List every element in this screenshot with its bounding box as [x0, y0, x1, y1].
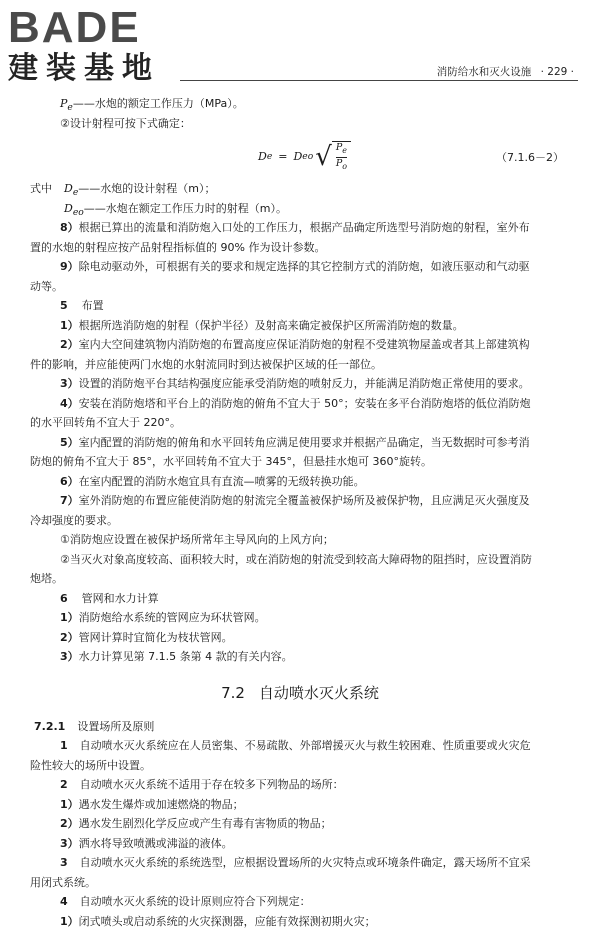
formula-rhs: D: [293, 147, 302, 167]
item-text: 根据已算出的流量和消防炮入口处的工作压力，根据产品确定所选型号消防炮的射程，室外布: [79, 221, 530, 234]
formula-equals: =: [278, 147, 287, 167]
item-marker: 9）: [60, 260, 79, 273]
item-5-1: [30, 316, 570, 336]
header-rule: [180, 80, 578, 81]
where-label: 式中: [30, 179, 64, 199]
symbol-subscript: e: [67, 102, 72, 113]
clause-7-2-1-2-1: [30, 795, 570, 815]
item-5-5: [30, 433, 570, 453]
definition-dp0: [30, 199, 570, 219]
item-text: 除电动驱动外，可根据有关的要求和规定选择的其它控制方式的消防炮，如液压驱动和气动驱: [79, 260, 530, 273]
denominator-sub: o: [342, 162, 347, 171]
clause-7-2-1-2-3: [30, 834, 570, 854]
formula-number: （7.1.6－2）: [496, 148, 564, 168]
item-9: [30, 257, 570, 277]
definition-p0: [30, 94, 570, 114]
item-text: 设置的消防炮平台其结构强度应能承受消防炮的喷射反力，并能满足消防炮正常使用的要求。: [79, 377, 530, 390]
item-5-6: [30, 472, 570, 492]
formula-7-1-6-2: [30, 135, 570, 175]
page-body: [30, 94, 570, 931]
item-marker: 3: [60, 856, 68, 869]
clause-7-2-1-4: [30, 892, 570, 912]
item-marker: 1: [60, 739, 68, 752]
section-heading: 自动喷水灭火系统: [259, 684, 379, 702]
item-marker: 6）: [60, 475, 79, 488]
item-text: 安装在消防炮塔和平台上的消防炮的俯角不宜大于 50°；安装在多平台消防炮塔的低位消防炮: [79, 397, 531, 410]
subsection-7-2-1: [30, 717, 570, 737]
formula-sqrt: [315, 141, 351, 173]
item-text: 在室内配置的消防水炮宜具有直流—喷雾的无级转换功能。: [79, 475, 365, 488]
running-head: [437, 64, 574, 79]
item-8: [30, 218, 570, 238]
item-8-cont: 置的水炮的射程应按产品射程指标值的 90% 作为设计参数。: [30, 238, 570, 258]
running-title: 消防给水和灭火设施: [437, 66, 532, 78]
fraction-numerator: [336, 142, 347, 158]
item-5-3: [30, 374, 570, 394]
formula-fraction: [332, 141, 351, 173]
item-marker: 4: [60, 895, 68, 908]
section-title-7-2: [30, 681, 570, 705]
item-5-2: [30, 335, 570, 355]
clause-1: ①消防炮应设置在被保护场所常年主导风向的上风方向；: [30, 530, 570, 550]
clause-7-2-1-3-cont: 用闭式系统。: [30, 873, 570, 893]
clause-7-2-1-1: [30, 736, 570, 756]
item-text: 室内配置的消防炮的俯角和水平回转角应满足使用要求并根据产品确定，当无数据时可参考消: [79, 436, 530, 449]
symbol-d: D: [64, 182, 73, 195]
item-marker: 2: [60, 778, 68, 791]
heading-number: 5: [60, 299, 68, 312]
item-6-3: [30, 647, 570, 667]
page-number: · 229 ·: [541, 66, 574, 78]
range-intro: ②设计射程可按下式确定：: [30, 114, 570, 134]
clause-7-2-1-1-cont: 险性较大的场所中设置。: [30, 756, 570, 776]
item-text: 消防炮给水系统的管网应为环状管网。: [79, 611, 266, 624]
subsection-number: 7.2.1: [34, 720, 65, 733]
item-text: 自动喷水灭火系统的设计原则应符合下列规定：: [80, 895, 311, 908]
item-text: 室内大空间建筑物内消防炮的布置高度应保证消防炮的射程不受建筑物屋盖或者其上部建筑构: [79, 338, 530, 351]
item-marker: 2）: [60, 817, 79, 830]
item-marker: 3）: [60, 650, 79, 663]
item-5-5-cont: 防炮的俯角不宜大于 85°，水平回转角不宜大于 345°，但悬挂水炮可 360°旋转。: [30, 452, 570, 472]
heading-text: 布置: [82, 299, 104, 312]
formula-lhs: D: [258, 147, 267, 167]
item-9-cont: 动等。: [30, 277, 570, 297]
heading-6: [30, 589, 570, 609]
symbol-d: D: [64, 202, 73, 215]
formula-lhs-sub: e: [267, 147, 272, 167]
item-marker: 3）: [60, 377, 79, 390]
definition-text: ——水炮的额定工作压力（MPa）。: [73, 97, 244, 110]
heading-number: 6: [60, 592, 68, 605]
item-text: 遇水发生剧烈化学反应或产生有毒有害物质的物品；: [79, 817, 332, 830]
item-text: 水力计算见第 7.1.5 条第 4 款的有关内容。: [79, 650, 293, 663]
section-number: 7.2: [221, 684, 245, 702]
item-5-4: [30, 394, 570, 414]
item-5-4-cont: 的水平回转角不宜大于 220°。: [30, 413, 570, 433]
symbol-subscript: eo: [73, 207, 84, 218]
item-marker: 1）: [60, 319, 79, 332]
symbol-p: P: [60, 97, 67, 110]
item-marker: 2）: [60, 631, 79, 644]
clause-7-2-1-2: [30, 775, 570, 795]
item-6-2: [30, 628, 570, 648]
clause-2: ②当灭火对象高度较高、面积较大时，或在消防炮的射流受到较高大障碍物的阻挡时，应设置消防: [30, 550, 570, 570]
numerator-sub: e: [342, 146, 347, 155]
item-5-7-cont: 冷却强度的要求。: [30, 511, 570, 531]
clause-2-cont: 炮塔。: [30, 569, 570, 589]
heading-text: 管网和水力计算: [82, 592, 159, 605]
item-text: 根据所选消防炮的射程（保护半径）及射高来确定被保护区所需消防炮的数量。: [79, 319, 464, 332]
item-marker: 5）: [60, 436, 79, 449]
item-text: 室外消防炮的布置应能使消防炮的射流完全覆盖被保护场所及被保护物，且应满足灭火强度及: [79, 494, 530, 507]
item-text: 自动喷水灭火系统的系统选型，应根据设置场所的火灾特点或环境条件确定，露天场所不宜采: [80, 856, 531, 869]
item-marker: 1）: [60, 611, 79, 624]
item-marker: 1）: [60, 798, 79, 811]
item-5-2-cont: 件的影响，并应能使两门水炮的水射流同时到达被保护区域的任一部位。: [30, 355, 570, 375]
item-marker: 8）: [60, 221, 79, 234]
formula-expression: [258, 141, 351, 173]
logo-subtitle: 建装基地: [8, 52, 178, 86]
item-text: 管网计算时宜简化为枝状管网。: [79, 631, 233, 644]
item-5-7: [30, 491, 570, 511]
clause-7-2-1-2-2: [30, 814, 570, 834]
definition-dp: [30, 179, 570, 199]
logo: [8, 6, 178, 86]
clause-7-2-1-4-1: [30, 912, 570, 931]
definition-text: ——水炮的设计射程（m）；: [78, 182, 215, 195]
item-text: 自动喷水灭火系统不适用于存在较多下列物品的场所：: [80, 778, 344, 791]
formula-rhs-sub: eo: [302, 147, 313, 167]
definition-text: ——水炮在额定工作压力时的射程（m）。: [84, 202, 287, 215]
numerator-symbol: P: [336, 142, 342, 153]
item-6-1: [30, 608, 570, 628]
symbol-subscript: e: [73, 187, 78, 198]
item-text: 遇水发生爆炸或加速燃烧的物品；: [79, 798, 244, 811]
fraction-denominator: [336, 158, 347, 173]
heading-5: [30, 296, 570, 316]
item-marker: 1）: [60, 915, 79, 928]
clause-7-2-1-3: [30, 853, 570, 873]
logo-brand: BADE: [8, 6, 178, 50]
radical-sign: √: [315, 144, 332, 170]
item-marker: 4）: [60, 397, 79, 410]
item-text: 自动喷水灭火系统应在人员密集、不易疏散、外部增援灭火与救生较困难、性质重要或火灾危: [80, 739, 531, 752]
item-text: 闭式喷头或启动系统的火灾探测器，应能有效探测初期火灾；: [79, 915, 376, 928]
denominator-symbol: P: [336, 158, 342, 169]
item-marker: 3）: [60, 837, 79, 850]
item-text: 洒水将导致喷溅或沸溢的液体。: [79, 837, 233, 850]
subsection-title: 设置场所及原则: [77, 720, 154, 733]
item-marker: 2）: [60, 338, 79, 351]
item-marker: 7）: [60, 494, 79, 507]
